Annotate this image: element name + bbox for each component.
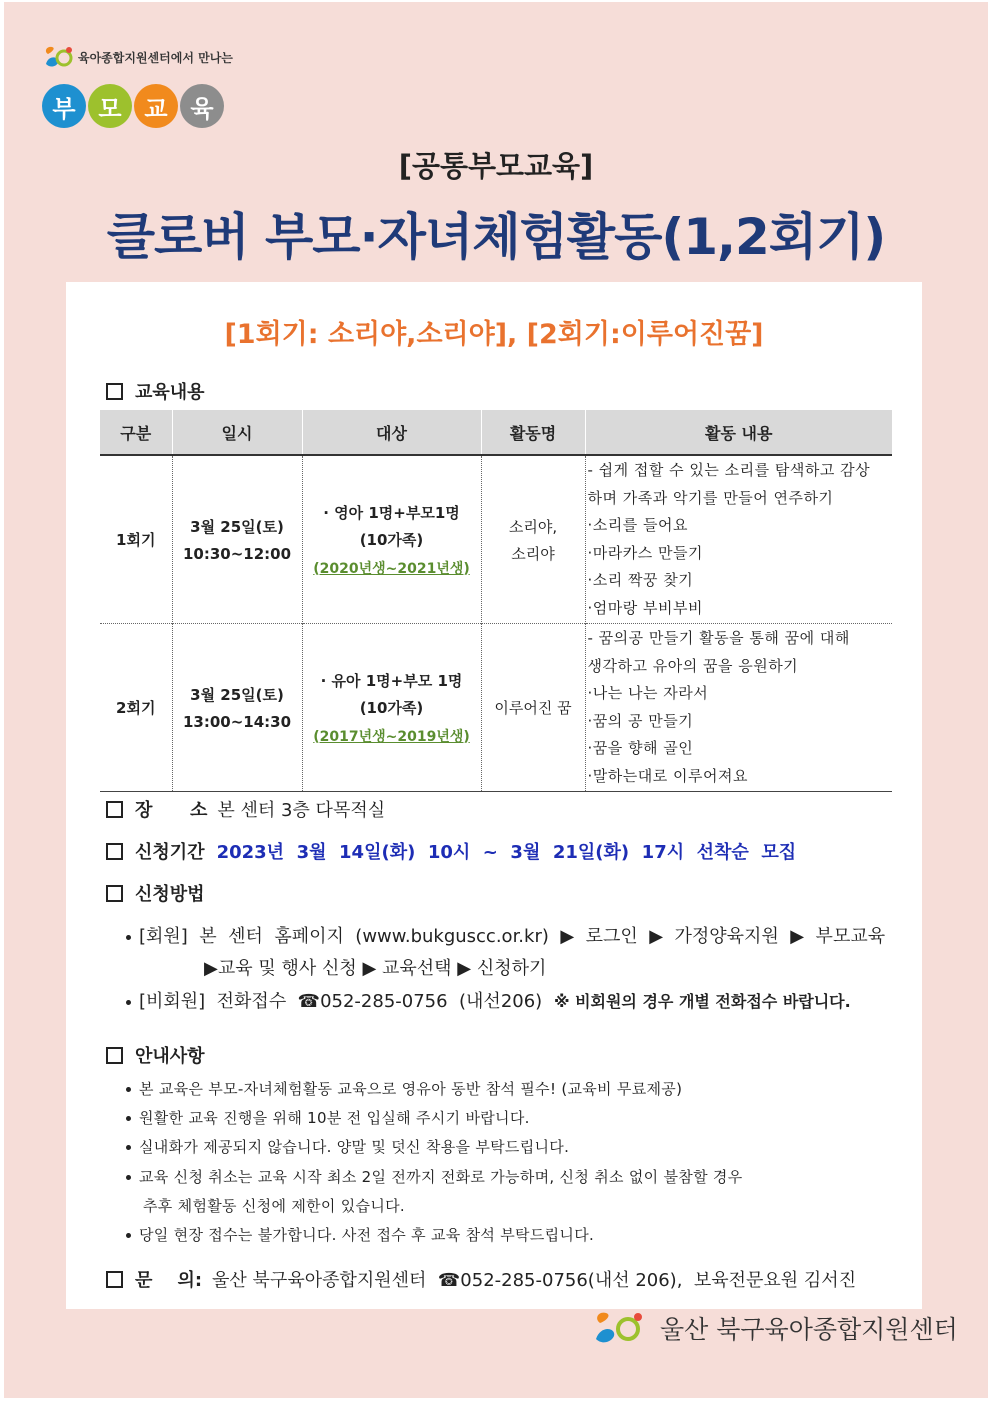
place-section bbox=[106, 796, 385, 822]
content-line: ·소리를 들어요 bbox=[587, 516, 688, 534]
inquiry-section bbox=[106, 1266, 856, 1292]
notice-section bbox=[106, 1042, 205, 1068]
footer-logo bbox=[592, 1307, 958, 1349]
birth-range-text: (2017년생~2019년생) bbox=[313, 728, 470, 745]
header-cell: 활동 내용 bbox=[585, 410, 892, 455]
nonmember-note: ※ 비회원의 경우 개별 전화접수 바랍니다. bbox=[553, 992, 851, 1011]
member-method-line-2: ▶교육 및 행사 신청 ▶ 교육선택 ▶ 신청하기 bbox=[204, 958, 547, 979]
period-label: 신청기간 bbox=[135, 842, 205, 863]
activity-content-cell bbox=[585, 455, 892, 624]
date-text: 3월 25일(토) bbox=[190, 518, 284, 536]
bullet-icon bbox=[126, 1000, 131, 1005]
method-label: 신청방법 bbox=[135, 884, 205, 905]
notice-item bbox=[126, 1078, 682, 1099]
activity-content-cell bbox=[585, 624, 892, 792]
content-line: 하며 가족과 악기를 만들어 연주하기 bbox=[587, 488, 834, 507]
member-method-line bbox=[126, 922, 885, 948]
poster-background bbox=[4, 2, 988, 1398]
content-line: ·말하는대로 이루어져요 bbox=[587, 766, 748, 785]
period-section bbox=[106, 838, 796, 864]
notice-label: 안내사항 bbox=[135, 1046, 205, 1067]
notice-item bbox=[126, 1136, 569, 1157]
education-section-title bbox=[106, 378, 205, 404]
header-tagline bbox=[42, 42, 233, 72]
target-text: · 유아 1명+부모 1명 bbox=[320, 671, 463, 690]
notice-item-continued: 추후 체험활동 신청에 제한이 있습니다. bbox=[143, 1197, 405, 1215]
activity-cell bbox=[481, 455, 585, 624]
notice-item bbox=[126, 1166, 743, 1187]
notice-item bbox=[126, 1224, 594, 1245]
program-category: [공통부모교육] bbox=[398, 149, 594, 183]
activity-name: 소리야, bbox=[508, 517, 558, 536]
bullet-icon bbox=[126, 935, 131, 940]
checkbox-icon bbox=[106, 1047, 123, 1064]
nonmember-method-line bbox=[126, 987, 851, 1013]
logo-circle-2: 모 bbox=[88, 84, 132, 128]
datetime-cell bbox=[172, 455, 302, 624]
header-cell: 활동명 bbox=[481, 410, 585, 455]
time-text: 13:00~14:30 bbox=[182, 713, 292, 731]
content-line: - 쉽게 접할 수 있는 소리를 탐색하고 감상 bbox=[587, 461, 871, 479]
activity-cell bbox=[481, 624, 585, 792]
content-line: ·꿈의 공 만들기 bbox=[587, 711, 694, 730]
families-text: (10가족) bbox=[359, 530, 424, 549]
target-cell bbox=[302, 624, 481, 792]
content-line: 생각하고 유아의 꿈을 응원하기 bbox=[587, 656, 799, 675]
checkbox-icon bbox=[106, 885, 123, 902]
content-line: ·소리 짝꿍 찾기 bbox=[587, 571, 694, 589]
notice-item bbox=[126, 1107, 530, 1128]
datetime-cell bbox=[172, 624, 302, 792]
header-cell: 대상 bbox=[302, 410, 481, 455]
header-cell: 일시 bbox=[172, 410, 302, 455]
time-text: 10:30~12:00 bbox=[182, 545, 292, 563]
nonmember-method-text: [비회원] 전화접수 ☎052-285-0756 (내선206) bbox=[139, 991, 543, 1012]
activity-name-2: 소리야 bbox=[511, 544, 555, 563]
member-method-text: [회원] 본 센터 홈페이지 (www.bukguscc.or.kr) ▶ 로그인 ▶ 가정양육지원 ▶ 부모교육 bbox=[139, 926, 886, 947]
session-heading: [1회기: 소리야,소리야], [2회기:이루어진꿈] bbox=[224, 319, 764, 350]
table-row bbox=[100, 624, 892, 792]
target-text: · 영아 1명+부모1명 bbox=[323, 503, 460, 522]
page-title: 클로버 부모·자녀체험활동(1,2회기) bbox=[106, 208, 886, 266]
header-cell: 구분 bbox=[100, 410, 172, 455]
checkbox-icon bbox=[106, 843, 123, 860]
target-cell bbox=[302, 455, 481, 624]
bullet-icon bbox=[126, 1233, 131, 1238]
content-line: - 꿈의공 만들기 활동을 통해 꿈에 대해 bbox=[587, 629, 850, 647]
activity-name: 이루어진 꿈 bbox=[494, 699, 572, 717]
logo-circle-1: 부 bbox=[42, 84, 86, 128]
bullet-icon bbox=[126, 1116, 131, 1121]
checkbox-icon bbox=[106, 383, 123, 400]
table-header-row bbox=[100, 410, 892, 455]
method-section bbox=[106, 880, 205, 906]
logo-circle-4: 육 bbox=[180, 84, 224, 128]
center-logo-icon bbox=[592, 1307, 656, 1349]
tagline-text: 육아종합지원센터에서 만나는 bbox=[78, 50, 233, 65]
education-label: 교육내용 bbox=[135, 382, 205, 403]
logo-circle-3: 교 bbox=[134, 84, 178, 128]
content-line: ·엄마랑 부비부비 bbox=[587, 598, 703, 617]
footer-org-name: 울산 북구육아종합지원센터 bbox=[660, 1315, 958, 1344]
birth-range-text: (2020년생~2021년생) bbox=[313, 560, 470, 577]
notice-text: 실내화가 제공되지 않습니다. 양말 및 덧신 착용을 부탁드립니다. bbox=[139, 1138, 570, 1156]
families-text: (10가족) bbox=[359, 698, 424, 717]
content-line: ·꿈을 향해 골인 bbox=[587, 739, 694, 757]
inquiry-label: 문 의: bbox=[135, 1270, 203, 1291]
notice-text: 교육 신청 취소는 교육 시작 최소 2일 전까지 전화로 가능하며, 신청 취소 없이 불참할 경우 bbox=[139, 1168, 743, 1186]
center-logo-icon bbox=[42, 42, 76, 72]
bullet-icon bbox=[126, 1087, 131, 1092]
inquiry-value: 울산 북구육아종합지원센터 ☎052-285-0756(내선 206), 보육전문요원 김서진 bbox=[212, 1270, 857, 1291]
bullet-icon bbox=[126, 1175, 131, 1180]
content-panel bbox=[66, 282, 922, 1309]
session-cell: 1회기 bbox=[100, 455, 172, 624]
parent-education-logo bbox=[42, 84, 226, 128]
table-row bbox=[100, 455, 892, 624]
education-table bbox=[100, 410, 892, 792]
period-value: 2023년 3월 14일(화) 10시 ~ 3월 21일(화) 17시 선착순 모집 bbox=[216, 842, 797, 863]
bullet-icon bbox=[126, 1145, 131, 1150]
place-value: 본 센터 3층 다목적실 bbox=[217, 800, 386, 821]
checkbox-icon bbox=[106, 1271, 123, 1288]
session-cell: 2회기 bbox=[100, 624, 172, 792]
notice-text: 당일 현장 접수는 불가합니다. 사전 접수 후 교육 참석 부탁드립니다. bbox=[139, 1226, 595, 1244]
date-text: 3월 25일(토) bbox=[190, 686, 284, 704]
content-line: ·나는 나는 자라서 bbox=[587, 684, 709, 702]
notice-text: 본 교육은 부모-자녀체험활동 교육으로 영유아 동반 참석 필수! (교육비 무료제공) bbox=[139, 1080, 683, 1098]
notice-text: 원활한 교육 진행을 위해 10분 전 입실해 주시기 바랍니다. bbox=[139, 1109, 530, 1127]
content-line: ·마라카스 만들기 bbox=[587, 543, 703, 562]
checkbox-icon bbox=[106, 801, 123, 818]
place-label: 장 소 bbox=[135, 800, 208, 821]
